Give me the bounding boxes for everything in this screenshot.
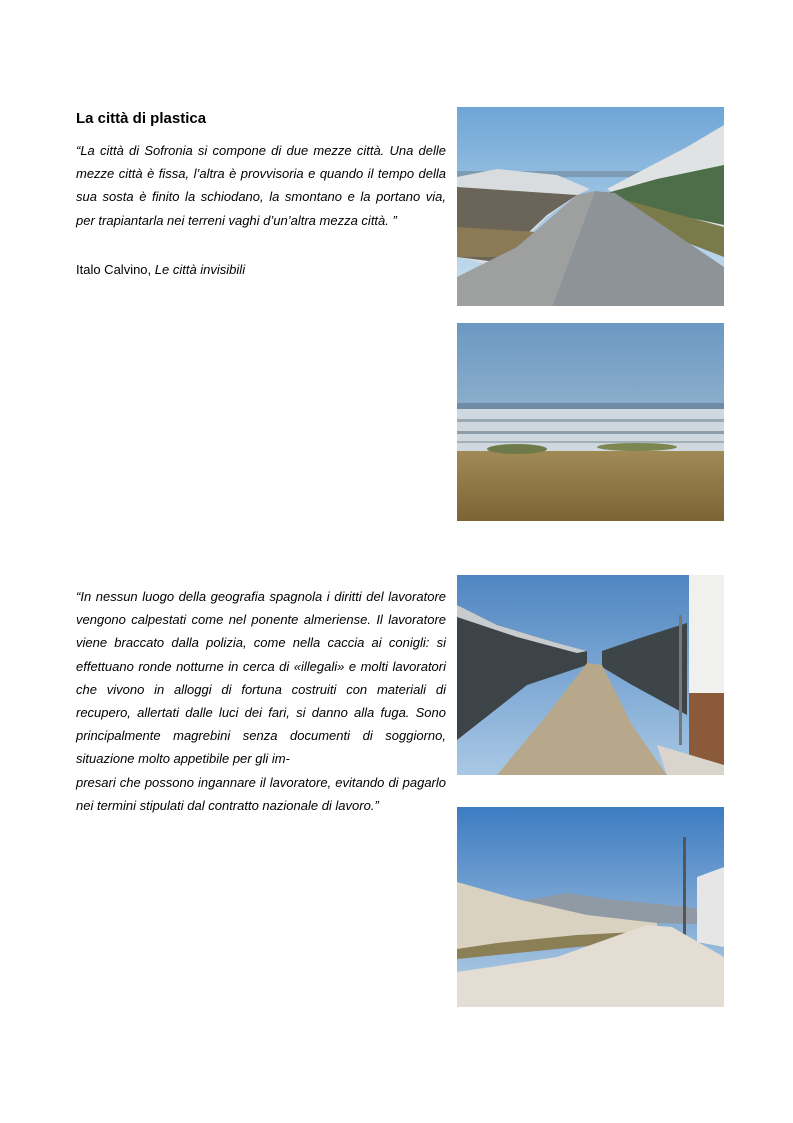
sea-of-plastic-panorama-photo <box>457 323 724 521</box>
section-title: La città di plastica <box>76 110 207 127</box>
workers-quote-part1: “In nessun luogo della geografia spagnola i diritti del lavoratore vengono calpestati come nel ponente almeriense. Il lavoratore viene braccato dalla polizia, come nella caccia ai conigli: si effettuano ronde notturne in cerca di «illegali» e molti lavoratori che vivono in alloggi di fortuna costruiti con materiali di recupero, allertati dalle luci dei fari, si danno alla fuga. Sono principalmente magrebini senza documenti di soggiorno, situazione molto appetibile per gli im- <box>76 589 446 767</box>
workers-quote-part2: presari che possono ingannare il lavoratore, evitando di pagarlo nei termini stipulati dal contratto nazionale di lavoro.” <box>76 774 446 813</box>
calvino-quote: “La città di Sofronia si compone di due mezze città. Una delle mezze città è fissa, l’altra è provvisoria e quando il tempo della sua sosta è finito la schiodano, la smontano e la portano via, per trapiantarla nei terreni vaghi d’un’altra mezza città. ” <box>76 143 446 228</box>
attribution-author: Italo Calvino, <box>76 262 155 277</box>
workers-quote <box>76 585 446 817</box>
quote-attribution <box>76 258 245 281</box>
dirt-track-greenhouses-photo <box>457 575 724 775</box>
gravel-road-mountains-photo <box>457 807 724 1007</box>
attribution-work: Le città invisibili <box>154 262 246 277</box>
road-between-greenhouses-photo <box>457 107 724 306</box>
